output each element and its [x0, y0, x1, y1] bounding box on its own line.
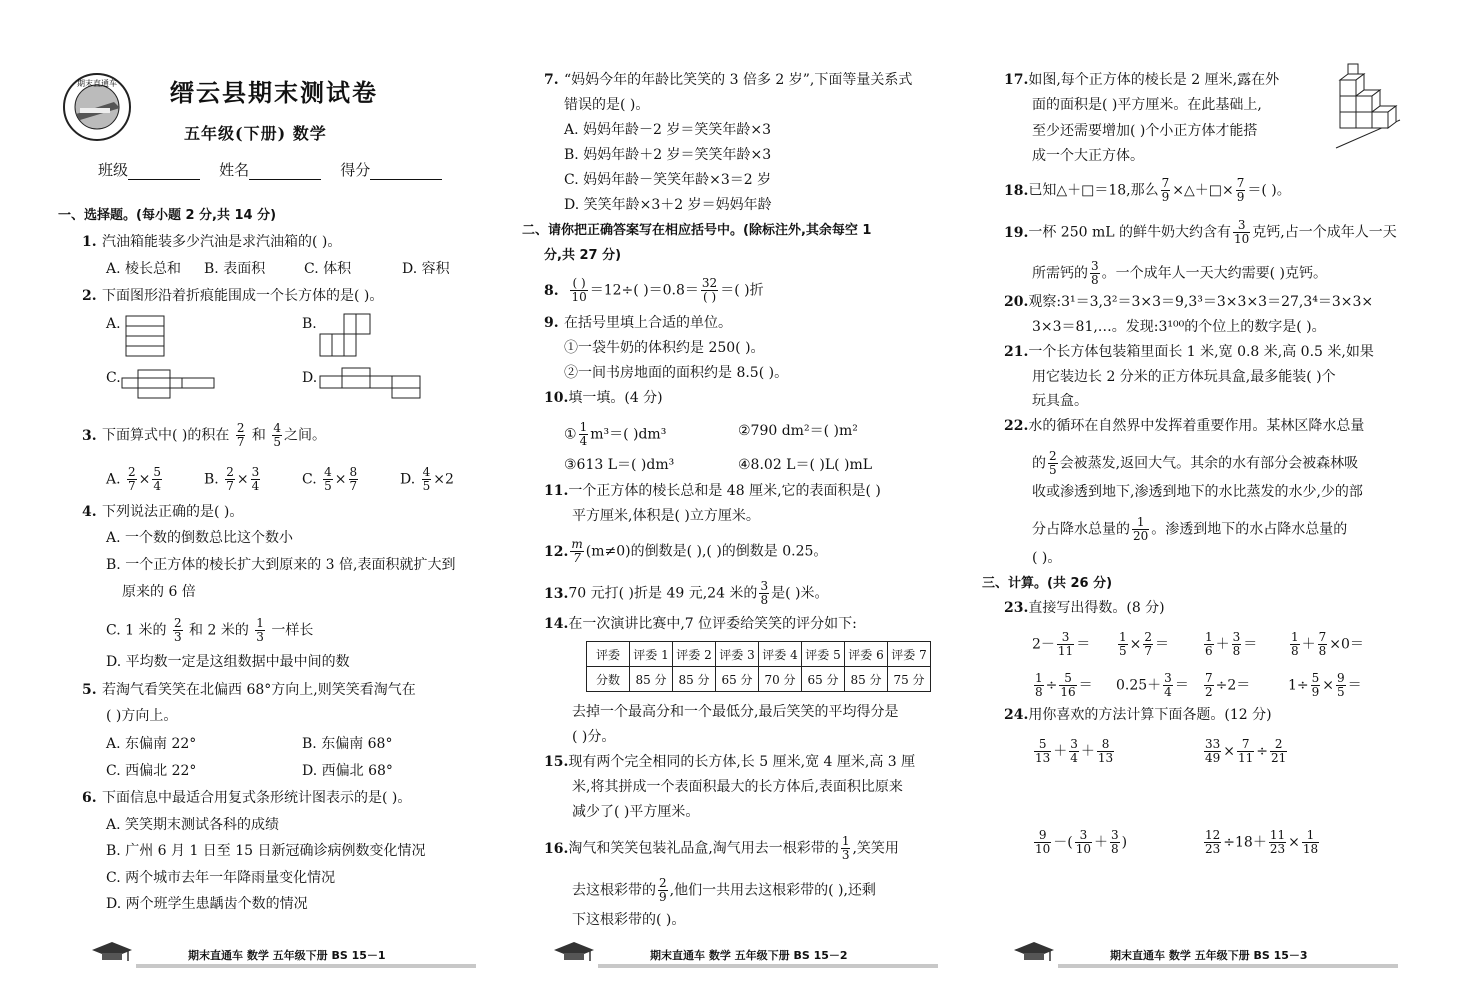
question-10d: ④8.02 L＝( )L( )mL [738, 457, 873, 473]
calc-problem-4: $\frac{12}{23}$ ÷18＋ $\frac{11}{23}$ × $\frac{1}{18}$ [1205, 828, 1319, 856]
student-info-row [98, 160, 442, 180]
question-10b: ②790 dm²＝( )m² [738, 423, 858, 439]
question-5-cont: ( )方向上。 [106, 708, 178, 724]
q3-option-a[interactable]: A. $\frac{2}{7}$ × $\frac{5}{4}$ [106, 465, 162, 493]
name-label: 姓名 [219, 161, 250, 179]
calc-3: $\frac{1}{6}$ ＋ $\frac{3}{8}$ ＝ [1205, 630, 1258, 658]
calc-problem-1: $\frac{5}{13}$ ＋ $\frac{3}{4}$ ＋ $\frac{8}{13}$ [1035, 737, 1114, 765]
calc-problem-2: $\frac{33}{49}$ × $\frac{7}{11}$ ÷ $\frac{2}{21}$ [1205, 737, 1287, 765]
question-12: 12. $\frac{m}{7}$ (m≠0)的倒数是( ),( )的倒数是 0.25。 [544, 537, 828, 565]
q4-option-d[interactable]: D. 平均数一定是这组数据中最中间的数 [106, 654, 350, 670]
q1-option-a[interactable]: A. 棱长总和 [106, 261, 182, 277]
score-label: 得分 [340, 161, 371, 179]
section-3-heading: 三、计算。(共 26 分) [982, 576, 1113, 591]
question-15: 15.现有两个完全相同的长方体,长 5 厘米,宽 4 厘米,高 3 厘 [544, 754, 916, 770]
q6-option-b[interactable]: B. 广州 6 月 1 日至 15 日新冠确诊病例数变化情况 [106, 843, 426, 859]
question-13: 13.70 元打( )折是 49 元,24 米的 $\frac{3}{8}$ 是( )米。 [544, 579, 829, 607]
question-19-cont: 所需钙的 $\frac{3}{8}$ 。一个成年人一天大约需要( )克钙。 [1032, 259, 1328, 287]
question-10a: ① $\frac{1}{4}$ m³＝( )dm³ [564, 420, 667, 448]
question-7: 7. “妈妈今年的年龄比笑笑的 3 倍多 2 岁”,下面等量关系式 [544, 72, 913, 88]
cube-stack-diagram [1328, 62, 1404, 154]
footer-bar [136, 964, 476, 968]
section-2-heading-cont: 分,共 27 分) [544, 248, 622, 263]
class-blank[interactable] [128, 165, 200, 180]
section-1-heading: 一、选择题。(每小题 2 分,共 14 分) [58, 208, 277, 223]
q4-option-b-cont: 原来的 6 倍 [122, 584, 196, 600]
calc-5: $\frac{1}{8}$ ÷ $\frac{5}{16}$ ＝ [1035, 671, 1093, 699]
question-9a: ①一袋牛奶的体积约是 250( )。 [564, 340, 765, 356]
question-17-cont3: 成一个大正方体。 [1032, 148, 1144, 164]
calc-1: 2－ $\frac{3}{11}$ ＝ [1032, 630, 1091, 658]
question-11-cont: 平方厘米,体积是( )立方厘米。 [572, 508, 760, 524]
q5-option-a[interactable]: A. 东偏南 22° [106, 736, 197, 752]
question-3: 3. 下面算式中( )的积在 $\frac{2}{7}$ 和 $\frac{4}{5}$ 之间。 [82, 421, 327, 449]
footer-text: 期末直通车 数学 五年级下册 BS 15－2 [650, 949, 848, 962]
calc-problem-3: $\frac{9}{10}$ －( $\frac{3}{10}$ ＋ $\frac{3}{8}$ ) [1035, 828, 1128, 856]
q7-option-c[interactable]: C. 妈妈年龄－笑笑年龄×3＝2 岁 [564, 172, 772, 188]
q2-net-d-diagram [318, 366, 428, 402]
q5-option-d[interactable]: D. 西偏北 68° [302, 763, 393, 779]
question-4: 4. 下列说法正确的是( )。 [82, 504, 244, 520]
q3-option-b[interactable]: B. $\frac{2}{7}$ × $\frac{3}{4}$ [204, 465, 260, 493]
calc-8: 1÷ $\frac{5}{9}$ × $\frac{9}{5}$ ＝ [1288, 671, 1362, 699]
exam-subtitle: 五年级(下册) 数学 [184, 124, 327, 143]
question-22: 22.水的循环在自然界中发挥着重要作用。某林区降水总量 [1004, 418, 1365, 434]
question-21-cont2: 玩具盒。 [1032, 393, 1088, 409]
footer-page-3 [1010, 942, 1410, 972]
q2-option-c[interactable]: C. [106, 370, 121, 386]
section-2-heading: 二、请你把正确答案写在相应括号中。(除标注外,其余每空 1 [522, 223, 872, 238]
q1-option-c[interactable]: C. 体积 [304, 261, 352, 277]
question-14-cont: 去掉一个最高分和一个最低分,最后笑笑的平均得分是 [572, 704, 899, 720]
q4-option-c[interactable]: C. 1 米的 $\frac{2}{3}$ 和 2 米的 $\frac{1}{3}$ 一样长 [106, 616, 314, 644]
column-1 [58, 0, 488, 1000]
calc-7: $\frac{7}{2}$ ÷2＝ [1205, 671, 1251, 699]
question-20-cont: 3×3＝81,…。发现:3¹⁰⁰的个位上的数字是( )。 [1032, 319, 1326, 335]
question-21-cont: 用它装边长 2 分米的正方体玩具盒,最多能装( )个 [1032, 369, 1336, 385]
exam-title: 缙云县期末测试卷 [170, 78, 378, 107]
question-5: 5. 若淘气看笑笑在北偏西 68°方向上,则笑笑看淘气在 [82, 682, 416, 698]
question-22-cont3: 分占降水总量的 $\frac{1}{20}$ 。渗透到地下的水占降水总量的 [1032, 515, 1348, 543]
question-9: 9. 在括号里填上合适的单位。 [544, 315, 732, 331]
q5-option-c[interactable]: C. 西偏北 22° [106, 763, 197, 779]
question-22-cont4: ( )。 [1032, 550, 1062, 566]
question-6: 6. 下面信息中最适合用复式条形统计图表示的是( )。 [82, 790, 412, 806]
table-header-row: 评委 评委 1 评委 2 评委 3 评委 4 评委 5 评委 6 评委 7 [587, 642, 931, 667]
question-24: 24.用你喜欢的方法计算下面各题。(12 分) [1004, 707, 1272, 723]
question-8: 8. ( ) 10 ＝12÷( )＝0.8＝ 32 ( ) ＝( )折 [544, 276, 764, 304]
question-1: 1. 汽油箱能装多少汽油是求汽油箱的( )。 [82, 234, 342, 250]
question-21: 21.一个长方体包装箱里面长 1 米,宽 0.8 米,高 0.5 米,如果 [1004, 344, 1374, 360]
calc-6: 0.25＋ $\frac{3}{4}$ ＝ [1116, 671, 1189, 699]
q3-fraction-2-7: $\frac{2}{7}$ [236, 421, 245, 449]
question-14-cont2: ( )分。 [572, 729, 616, 745]
q7-option-b[interactable]: B. 妈妈年龄＋2 岁＝笑笑年龄×3 [564, 147, 772, 163]
q2-option-b[interactable]: B. [302, 316, 317, 332]
judges-score-table [586, 641, 931, 692]
question-14: 14.在一次演讲比赛中,7 位评委给笑笑的评分如下: [544, 616, 857, 632]
column-3 [980, 0, 1410, 1000]
question-16-cont: 去这根彩带的 $\frac{2}{9}$ ,他们一共用去这根彩带的( ),还剩 [572, 876, 876, 904]
q6-option-c[interactable]: C. 两个城市去年一年降雨量变化情况 [106, 870, 336, 886]
calc-2: $\frac{1}{5}$ × $\frac{2}{7}$ ＝ [1119, 630, 1170, 658]
graduation-cap-icon [88, 936, 138, 966]
name-blank[interactable] [249, 165, 321, 180]
footer-page-1 [88, 942, 488, 972]
question-19: 19.一杯 250 mL 的鲜牛奶大约含有 $\frac{3}{10}$ 克钙,占一个成年人一天 [1004, 218, 1397, 246]
question-22-cont: 的 $\frac{2}{5}$ 会被蒸发,返回大气。其余的水有部分会被森林吸 [1032, 449, 1359, 477]
footer-text: 期末直通车 数学 五年级下册 BS 15－3 [1110, 949, 1308, 962]
q2-option-d[interactable]: D. [302, 370, 318, 386]
class-label: 班级 [98, 161, 129, 179]
question-15-cont: 米,将其拼成一个表面积最大的长方体后,表面积比原来 [572, 779, 903, 795]
q2-net-b-diagram [318, 312, 374, 358]
q1-option-d[interactable]: D. 容积 [402, 261, 450, 277]
graduation-cap-icon [550, 936, 600, 966]
q6-option-a[interactable]: A. 笑笑期末测试各科的成绩 [106, 817, 280, 833]
question-23: 23.直接写出得数。(8 分) [1004, 600, 1165, 616]
q3-option-d[interactable]: D. $\frac{4}{5}$ ×2 [400, 465, 454, 493]
q6-option-d[interactable]: D. 两个班学生患龋齿个数的情况 [106, 896, 308, 912]
question-2: 2. 下面图形沿着折痕能围成一个长方体的是( )。 [82, 288, 384, 304]
column-2 [520, 0, 950, 1000]
footer-page-2 [550, 942, 950, 972]
svg-text:期末直通车: 期末直通车 [77, 79, 117, 88]
table-row: 分数 85 分 85 分 65 分 70 分 65 分 85 分 75 分 [587, 667, 931, 692]
calc-4: $\frac{1}{8}$ ＋ $\frac{7}{8}$ ×0＝ [1291, 630, 1364, 658]
question-22-cont2: 收或渗透到地下,渗透到地下的水比蒸发的水少,少的部 [1032, 484, 1363, 500]
question-16: 16.淘气和笑笑包装礼品盒,淘气用去一根彩带的 $\frac{1}{3}$ ,笑笑用 [544, 834, 899, 862]
footer-bar [1058, 964, 1398, 968]
q4-option-a[interactable]: A. 一个数的倒数总比这个数小 [106, 530, 294, 546]
footer-bar [598, 964, 938, 968]
q4-option-b[interactable]: B. 一个正方体的棱长扩大到原来的 3 倍,表面积就扩大到 [106, 557, 456, 573]
graduation-cap-icon [1010, 936, 1060, 966]
question-11: 11.一个正方体的棱长总和是 48 厘米,它的表面积是( ) [544, 483, 881, 499]
question-20: 20.观察:3¹＝3,3²＝3×3＝9,3³＝3×3×3＝27,3⁴＝3×3× [1004, 294, 1374, 310]
question-17: 17.如图,每个正方体的棱长是 2 厘米,露在外 [1004, 72, 1280, 88]
q2-option-a[interactable]: A. [106, 316, 121, 332]
q3-fraction-4-5: $\frac{4}{5}$ [273, 421, 282, 449]
question-18: 18.已知△＋□＝18,那么 $\frac{7}{9}$ ×△＋□× $\frac{7}{9}$ ＝( )。 [1004, 176, 1291, 204]
q7-option-a[interactable]: A. 妈妈年龄－2 岁＝笑笑年龄×3 [564, 122, 772, 138]
score-blank[interactable] [370, 165, 442, 180]
question-7-cont: 错误的是( )。 [564, 97, 650, 113]
footer-text: 期末直通车 数学 五年级下册 BS 15－1 [188, 949, 386, 962]
question-16-cont2: 下这根彩带的( )。 [572, 912, 686, 928]
question-9b: ②一间书房地面的面积约是 8.5( )。 [564, 365, 789, 381]
question-17-cont: 面的面积是( )平方厘米。在此基础上, [1032, 97, 1262, 113]
exam-seal-logo [62, 72, 132, 142]
q7-option-d[interactable]: D. 笑笑年龄×3＋2 岁＝妈妈年龄 [564, 197, 772, 213]
question-10c: ③613 L＝( )dm³ [564, 457, 675, 473]
question-17-cont2: 至少还需要增加( )个小正方体才能搭 [1032, 123, 1258, 139]
q2-net-c-diagram [120, 368, 220, 404]
q3-option-c[interactable]: C. $\frac{4}{5}$ × $\frac{8}{7}$ [302, 465, 358, 493]
question-15-cont2: 减少了( )平方厘米。 [572, 804, 700, 820]
q5-option-b[interactable]: B. 东偏南 68° [302, 736, 393, 752]
q1-option-b[interactable]: B. 表面积 [204, 261, 266, 277]
question-10: 10.填一填。(4 分) [544, 390, 663, 406]
q2-net-a-diagram [124, 314, 168, 358]
